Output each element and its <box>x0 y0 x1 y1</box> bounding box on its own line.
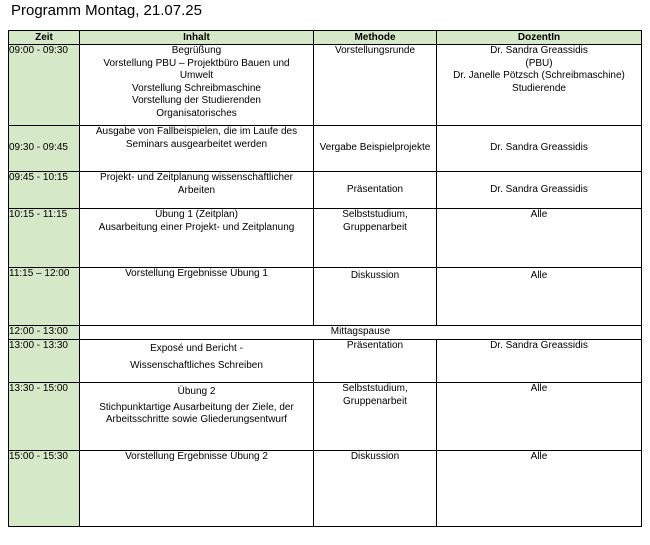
table-row <box>9 383 642 451</box>
time-cell: 09:00 - 09:30 <box>9 45 80 126</box>
lecturer-cell <box>437 209 642 268</box>
method-line: Selbststudium, <box>342 209 408 220</box>
content-line: Seminars ausgearbeitet werden <box>125 138 268 150</box>
content-line: Begrüßung <box>171 45 222 56</box>
content-line: Vorstellung Schreibmaschine <box>132 82 261 94</box>
content-line: Vorstellung Ergebnisse Übung 2 <box>125 451 268 462</box>
content-cell <box>80 383 314 451</box>
content-line: Ausgabe von Fallbeispielen, die im Laufe des <box>95 126 298 137</box>
content-cell <box>80 45 314 126</box>
method-line: Vorstellungsrunde <box>334 45 416 56</box>
method-line: Präsentation <box>346 183 404 195</box>
content-line: Vorstellung der Studierenden <box>132 95 261 106</box>
content-line: Arbeitsschritte sowie Gliederungsentwurf <box>105 414 288 425</box>
method-cell <box>314 172 437 209</box>
method-line: Vergabe Beispielprojekte <box>319 142 431 154</box>
content-cell <box>80 340 314 383</box>
method-line: Diskussion <box>350 270 400 281</box>
content-cell <box>80 172 314 209</box>
lecturer-line: Dr. Sandra Greassidis <box>490 183 588 195</box>
method-line: Präsentation <box>346 340 404 351</box>
content-line: Vorstellung Ergebnisse Übung 1 <box>125 268 268 279</box>
method-cell <box>314 126 437 172</box>
lecturer-cell <box>437 45 642 126</box>
content-line: Übung 1 (Zeitplan) <box>155 209 238 220</box>
table-row <box>9 209 642 268</box>
lecturer-line: (PBU) <box>525 57 553 69</box>
method-line: Selbststudium, <box>342 383 408 394</box>
lecturer-line: Alle <box>530 209 548 220</box>
lecturer-line: Alle <box>530 451 548 462</box>
time-cell: 09:45 - 10:15 <box>9 172 80 209</box>
table-row <box>9 326 642 340</box>
time-cell: 10:15 - 11:15 <box>9 209 80 268</box>
schedule-table <box>8 30 642 527</box>
content-line: Projekt- und Zeitplanung wissenschaftlicher <box>100 172 293 183</box>
lecturer-cell <box>437 340 642 383</box>
content-line: Exposé und Bericht - <box>150 343 243 354</box>
method-line: Gruppenarbeit <box>343 221 407 233</box>
method-cell <box>314 451 437 527</box>
time-cell: 11:15 – 12:00 <box>9 268 80 326</box>
content-line: Übung 2 <box>177 386 216 397</box>
lecturer-line: Alle <box>530 383 548 394</box>
method-cell <box>314 45 437 126</box>
content-cell <box>80 126 314 172</box>
table-row <box>9 45 642 126</box>
time-cell: 09:30 - 09:45 <box>9 126 80 172</box>
header-method: Methode <box>314 31 437 45</box>
header-row <box>9 31 642 45</box>
method-cell <box>314 209 437 268</box>
content-line: Ausarbeitung einer Projekt- und Zeitplanung <box>98 221 295 233</box>
time-cell: 12:00 - 13:00 <box>9 326 80 340</box>
method-line: Diskussion <box>350 451 400 462</box>
content-cell <box>80 451 314 527</box>
table-row <box>9 340 642 383</box>
lecturer-line: Studierende <box>512 82 566 94</box>
table-row <box>9 451 642 527</box>
lecturer-cell <box>437 383 642 451</box>
lecturer-cell <box>437 172 642 209</box>
lecturer-cell <box>437 126 642 172</box>
page-title: Programm Montag, 21.07.25 <box>11 2 202 19</box>
content-line: Umwelt <box>179 70 214 81</box>
table-row <box>9 126 642 172</box>
content-cell <box>80 268 314 326</box>
content-line: Arbeiten <box>177 184 216 196</box>
lecturer-cell <box>437 451 642 527</box>
time-cell: 15:00 - 15:30 <box>9 451 80 527</box>
time-cell: 13:00 - 13:30 <box>9 340 80 383</box>
time-cell: 13:30 - 15:00 <box>9 383 80 451</box>
method-cell <box>314 268 437 326</box>
header-time: Zeit <box>9 31 80 45</box>
content-line: Wissenschaftliches Schreiben <box>130 359 263 371</box>
header-content: Inhalt <box>80 31 314 45</box>
lecturer-line: Dr. Sandra Greassidis <box>490 142 588 154</box>
lecturer-cell <box>437 268 642 326</box>
lunch-break-cell: Mittagspause <box>80 326 642 340</box>
header-lecturer: DozentIn <box>437 31 642 45</box>
content-line: Vorstellung PBU – Projektbüro Bauen und <box>103 57 290 69</box>
content-cell <box>80 209 314 268</box>
method-cell <box>314 340 437 383</box>
table-row <box>9 268 642 326</box>
content-line: Stichpunktartige Ausarbeitung der Ziele, der <box>99 401 294 413</box>
lecturer-line: Dr. Janelle Pötzsch (Schreibmaschine) <box>453 70 625 81</box>
lecturer-line: Alle <box>530 270 548 281</box>
lecturer-line: Dr. Sandra Greassidis <box>490 340 588 351</box>
table-row <box>9 172 642 209</box>
method-cell <box>314 383 437 451</box>
method-line: Gruppenarbeit <box>343 395 407 407</box>
content-line: Organisatorisches <box>156 107 237 119</box>
lecturer-line: Dr. Sandra Greassidis <box>490 45 588 56</box>
